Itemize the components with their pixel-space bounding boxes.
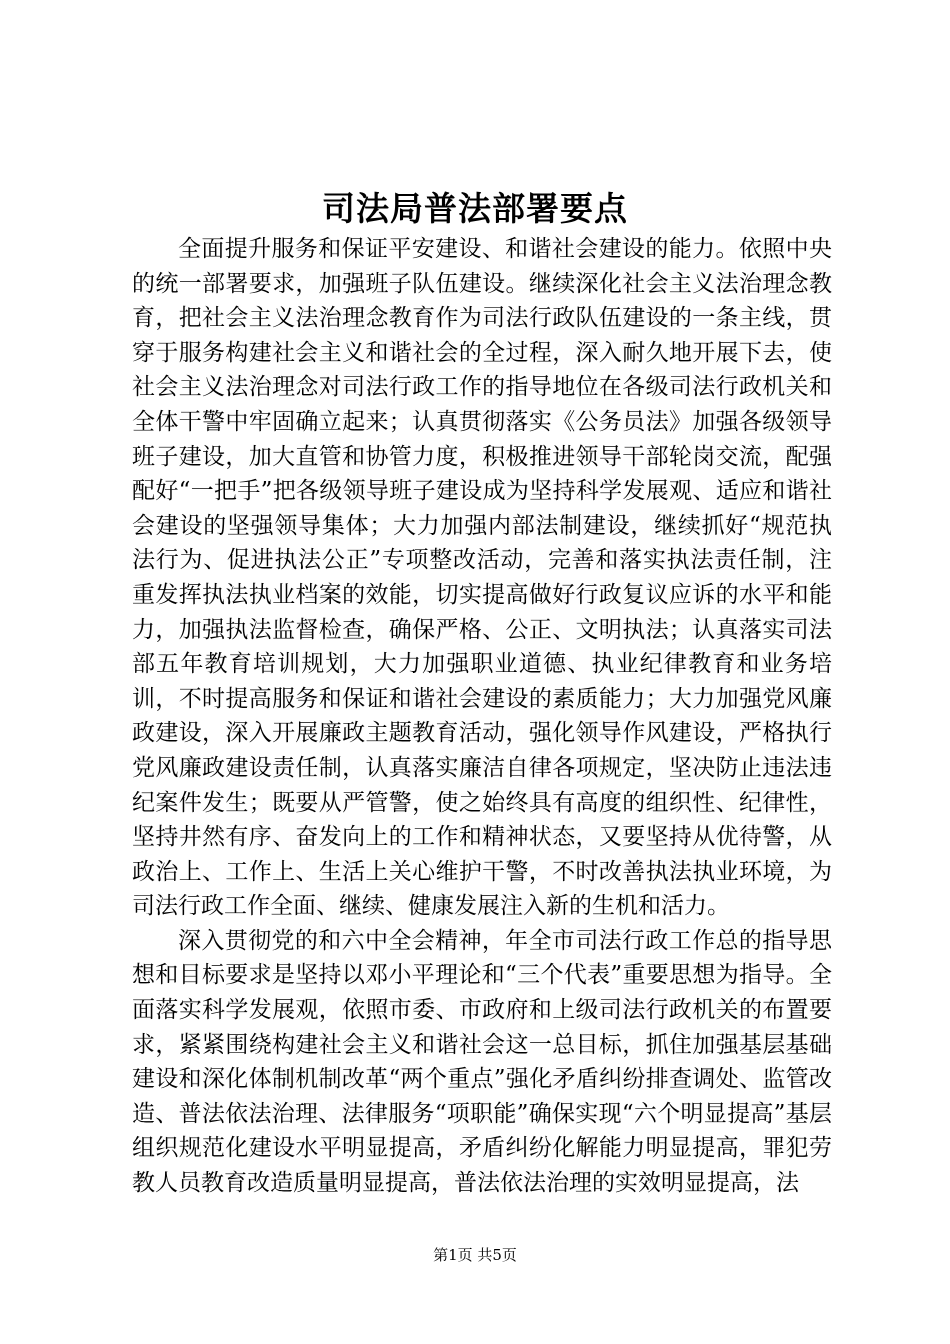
page-number-footer: 第1页 共5页 [433,1246,517,1264]
document-body [132,232,832,1201]
body-paragraph-1: 全面提升服务和保证平安建设、和谐社会建设的能力。依照中央的统一部署要求，加强班子队伍建设。继续深化社会主义法治理念教育，把社会主义法治理念教育作为司法行政队伍建设的一条主线，贯穿于服务构建社会主义和谐社会的全过程，深入耐久地开展下去，使社会主义法治理念对司法行政工作的指导地位在各级司法行政机关和全体干警中牢固确立起来；认真贯彻落实《公务员法》加强各级领导班子建设，加大直管和协管力度，积极推进领导干部轮岗交流，配强配好“一把手”把各级领导班子建设成为坚持科学发展观、适应和谐社会建设的坚强领导集体；大力加强内部法制建设，继续抓好“规范执法行为、促进执法公正”专项整改活动，完善和落实执法责任制，注重发挥执法执业档案的效能，切实提高做好行政复议应诉的水平和能力，加强执法监督检查，确保严格、公正、文明执法；认真落实司法部五年教育培训规划，大力加强职业道德、执业纪律教育和业务培训，不时提高服务和保证和谐社会建设的素质能力；大力加强党风廉政建设，深入开展廉政主题教育活动，强化领导作风建设，严格执行党风廉政建设责任制，认真落实廉洁自律各项规定，坚决防止违法违纪案件发生；既要从严管警，使之始终具有高度的组织性、纪律性，坚持井然有序、奋发向上的工作和精神状态，又要坚持从优待警，从政治上、工作上、生活上关心维护干警，不时改善执法执业环境，为司法行政工作全面、继续、健康发展注入新的生机和活力。 [132,236,832,920]
body-paragraph-2: 深入贯彻党的和六中全会精神，年全市司法行政工作总的指导思想和目标要求是坚持以邓小平理论和“三个代表”重要思想为指导。全面落实科学发展观，依照市委、市政府和上级司法行政机关的布置要求，紧紧围绕构建社会主义和谐社会这一总目标，抓住加强基层基础建设和深化体制机制改革“两个重点”强化矛盾纠纷排查调处、监管改造、普法依法治理、法律服务“项职能”确保实现“六个明显提高”基层组织规范化建设水平明显提高，矛盾纠纷化解能力明显提高，罪犯劳教人员教育改造质量明显提高，普法依法治理的实效明显提高，法 [132,927,832,1197]
document-title: 司法局普法部署要点 [322,189,628,228]
